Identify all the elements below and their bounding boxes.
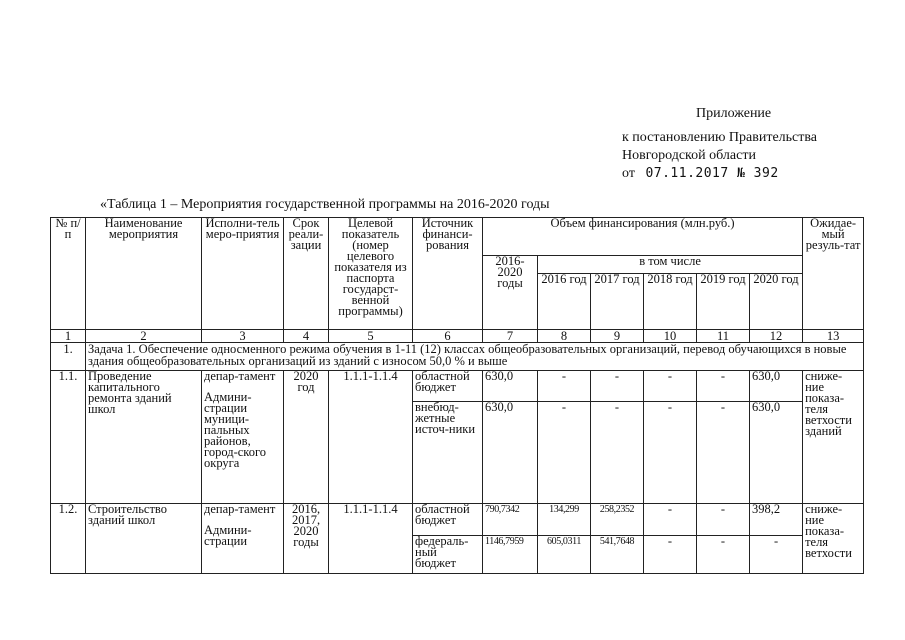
- row-target: 1.1.1-1.1.4: [329, 371, 413, 504]
- row-2016: 605,0311: [538, 536, 591, 574]
- col-number: 7: [483, 330, 538, 343]
- row-source: федераль-ный бюджет: [413, 536, 483, 574]
- row-2017: -: [591, 371, 644, 402]
- row-2018: -: [644, 536, 697, 574]
- col-target-header: Целевой показатель (номер целевого показателя из паспорта государст-венной программы): [329, 218, 413, 330]
- column-number-row: [51, 330, 864, 343]
- row-2019: -: [697, 371, 750, 402]
- col-2019-header: 2019 год: [697, 274, 750, 330]
- col-number: 12: [750, 330, 803, 343]
- row-target: 1.1.1-1.1.4: [329, 504, 413, 574]
- row-2016: -: [538, 402, 591, 504]
- resolution-label: к постановлению Правительства: [622, 130, 818, 145]
- row-2017: -: [591, 402, 644, 504]
- row-2017: 541,7648: [591, 536, 644, 574]
- col-number: 11: [697, 330, 750, 343]
- col-including-header: в том числе: [538, 256, 803, 274]
- col-number: 2: [86, 330, 202, 343]
- col-number: 9: [591, 330, 644, 343]
- col-term-header: Срок реали-зации: [284, 218, 329, 330]
- row-result: сниже-ние показа-теля ветхости: [803, 504, 864, 574]
- col-source-header: Источник финанси-рования: [413, 218, 483, 330]
- executor-extra: Админи-страции: [204, 523, 252, 548]
- col-number: 5: [329, 330, 413, 343]
- table-row: [51, 504, 864, 536]
- row-executor: [202, 371, 284, 504]
- col-number: 13: [803, 330, 864, 343]
- row-term: 2020 год: [284, 371, 329, 504]
- row-2016: 134,299: [538, 504, 591, 536]
- row-2018: -: [644, 504, 697, 536]
- col-number: 8: [538, 330, 591, 343]
- region-label: Новгородской области: [622, 148, 756, 163]
- col-number: 4: [284, 330, 329, 343]
- col-funding-header: Объем финансирования (млн.руб.): [483, 218, 803, 256]
- row-total: 630,0: [483, 402, 538, 504]
- row-2020: -: [750, 536, 803, 574]
- row-name: Строительство зданий школ: [86, 504, 202, 574]
- executor-extra: Админи-страции муници-пальных районов, город-ского округа: [204, 390, 267, 470]
- col-number: 10: [644, 330, 697, 343]
- row-2019: -: [697, 536, 750, 574]
- table-title: «Таблица 1 – Мероприятия государственной программы на 2016-2020 годы: [100, 197, 550, 212]
- col-total-header: 2016-2020 годы: [483, 256, 538, 330]
- row-executor: [202, 504, 284, 574]
- col-2017-header: 2017 год: [591, 274, 644, 330]
- col-2020-header: 2020 год: [750, 274, 803, 330]
- task-num: 1.: [51, 343, 86, 371]
- row-total: 790,7342: [483, 504, 538, 536]
- row-total: 1146,7959: [483, 536, 538, 574]
- table-row: [51, 371, 864, 402]
- row-2020: 398,2: [750, 504, 803, 536]
- row-2016: -: [538, 371, 591, 402]
- row-num: 1.2.: [51, 504, 86, 574]
- program-table: [50, 217, 864, 574]
- row-2020: 630,0: [750, 371, 803, 402]
- col-number: 1: [51, 330, 86, 343]
- resolution-date: [622, 166, 779, 182]
- col-name-header: Наименование мероприятия: [86, 218, 202, 330]
- col-result-header: Ожидае-мый резуль-тат: [803, 218, 864, 330]
- row-2018: -: [644, 371, 697, 402]
- row-term: 2016, 2017, 2020 годы: [284, 504, 329, 574]
- col-number: 6: [413, 330, 483, 343]
- col-2016-header: 2016 год: [538, 274, 591, 330]
- row-2020: 630,0: [750, 402, 803, 504]
- row-2018: -: [644, 402, 697, 504]
- col-num-header: № п/п: [51, 218, 86, 330]
- row-result: сниже-ние показа-теля ветхости зданий: [803, 371, 864, 504]
- date-prefix: от: [622, 166, 635, 181]
- appendix-label: Приложение: [696, 106, 772, 121]
- row-name: Проведение капитального ремонта зданий школ: [86, 371, 202, 504]
- col-executor-header: Исполни-тель меро-приятия: [202, 218, 284, 330]
- row-source: внебюд-жетные источ-ники: [413, 402, 483, 504]
- executor-main: депар-тамент: [204, 370, 276, 383]
- row-source: областной бюджет: [413, 504, 483, 536]
- row-num: 1.1.: [51, 371, 86, 504]
- row-total: 630,0: [483, 371, 538, 402]
- col-number: 3: [202, 330, 284, 343]
- date-number: 07.11.2017 № 392: [645, 166, 779, 181]
- task-row: [51, 343, 864, 371]
- row-2019: -: [697, 402, 750, 504]
- row-source: областной бюджет: [413, 371, 483, 402]
- task-text: Задача 1. Обеспечение односменного режима обучения в 1-11 (12) классах общеобразовательных организаций, перевод обучающихся в новые здания общеобразовательных организаций из зданий с износом 50,0 % и выше: [86, 343, 864, 371]
- row-2019: -: [697, 504, 750, 536]
- col-2018-header: 2018 год: [644, 274, 697, 330]
- row-2017: 258,2352: [591, 504, 644, 536]
- executor-main: депар-тамент: [204, 503, 276, 516]
